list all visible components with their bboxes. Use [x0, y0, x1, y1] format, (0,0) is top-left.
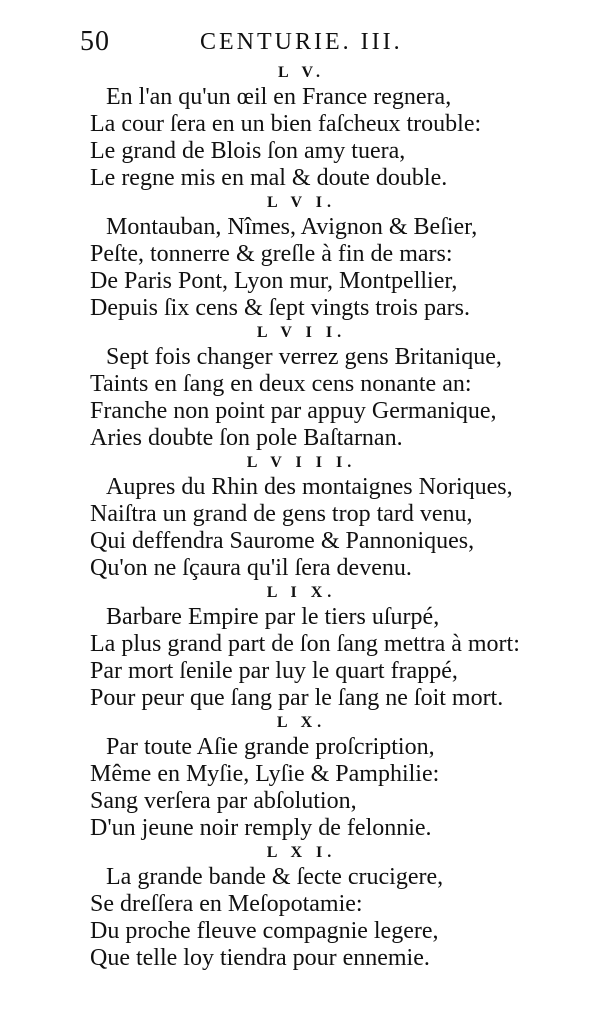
verse-line: Depuis ſix cens & ſept vingts trois pars. [90, 295, 470, 321]
verse-line: Par toute Aſie grande proſcription, [106, 734, 435, 760]
verse-line: La plus grand part de ſon ſang mettra à mort: [90, 631, 520, 657]
quatrain-55 [0, 62, 603, 192]
verse-line: Par mort ſenile par luy le quart frappé, [90, 658, 458, 684]
verse-line: Le grand de Blois ſon amy tuera, [90, 138, 406, 164]
verse-line: Du proche fleuve compagnie legere, [90, 918, 439, 944]
quatrain-numeral: L V. [278, 64, 325, 81]
verse-line: Peſte, tonnerre & greſle à fin de mars: [90, 241, 453, 267]
quatrain-61 [0, 842, 603, 972]
quatrain-numeral: L I X. [266, 584, 337, 601]
verse-line: La grande bande & ſecte crucigere, [106, 864, 444, 890]
quatrain-59 [0, 582, 603, 712]
quatrain-numeral: L X. [276, 714, 327, 731]
verse-line: Le regne mis en mal & doute double. [90, 165, 448, 191]
verse-line: Que telle loy tiendra pour ennemie. [90, 945, 430, 971]
verse-line: En l'an qu'un œil en France regnera, [106, 84, 452, 110]
verse-line: Sept fois changer verrez gens Britanique, [106, 344, 502, 370]
quatrain-numeral: L V I. [267, 194, 336, 211]
verse-line: Franche non point par appuy Germanique, [90, 398, 497, 424]
verse-line: Barbare Empire par le tiers uſurpé, [106, 604, 440, 630]
quatrain-58 [0, 452, 603, 582]
verse-line: Naiſtra un grand de gens trop tard venu, [90, 501, 473, 527]
verse-line: Montauban, Nîmes, Avignon & Beſier, [106, 214, 478, 240]
running-title: CENTURIE. III. [200, 29, 403, 55]
quatrain-60 [0, 712, 603, 842]
quatrain-numeral: L X I. [266, 844, 337, 861]
verse-line: Qui deffendra Saurome & Pannoniques, [90, 528, 475, 554]
verse-line: Même en Myſie, Lyſie & Pamphilie: [90, 761, 440, 787]
page-header [0, 26, 603, 66]
page-number: 50 [80, 26, 110, 57]
verse-line: Se dreſſera en Meſopotamie: [90, 891, 363, 917]
verse-line: La cour ſera en un bien faſcheux trouble: [90, 111, 482, 137]
quatrain-numeral: L V I I I. [246, 454, 357, 471]
verse-line: De Paris Pont, Lyon mur, Montpellier, [90, 268, 458, 294]
verse-line: Pour peur que ſang par le ſang ne ſoit mort. [90, 685, 504, 711]
quatrain-56 [0, 192, 603, 322]
quatrain-57 [0, 322, 603, 452]
verse-line: Aries doubte ſon pole Baſtarnan. [90, 425, 403, 451]
verse-line: D'un jeune noir remply de felonnie. [90, 815, 432, 841]
verse-line: Sang verſera par abſolution, [90, 788, 357, 814]
verse-line: Taints en ſang en deux cens nonante an: [90, 371, 472, 397]
quatrain-numeral: L V I I. [256, 324, 347, 341]
verse-line: Aupres du Rhin des montaignes Noriques, [106, 474, 513, 500]
verse-line: Qu'on ne ſçaura qu'il ſera devenu. [90, 555, 412, 581]
